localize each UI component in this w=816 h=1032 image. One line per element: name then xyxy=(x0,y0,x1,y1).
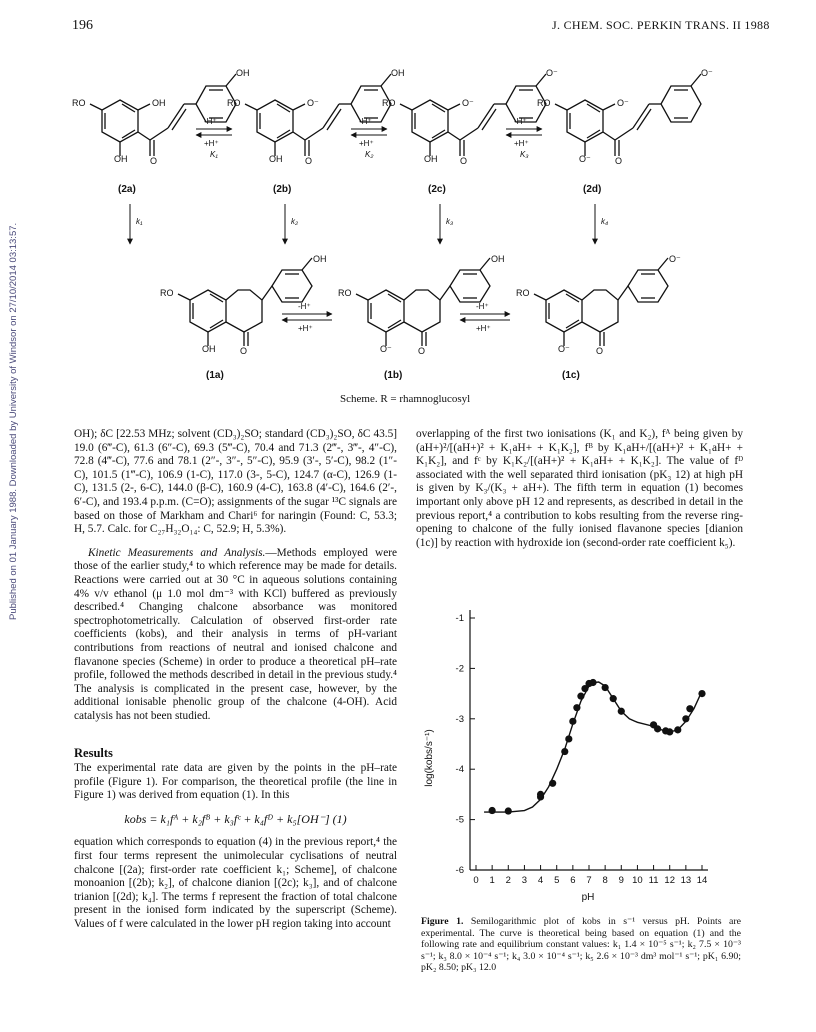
k1-label: K₁ xyxy=(210,150,218,159)
oh-label: OH xyxy=(152,98,166,108)
oh-label: OH xyxy=(114,154,128,164)
flavanone-1c-structure xyxy=(534,258,668,346)
ominus-label: O⁻ xyxy=(307,98,319,108)
results-paragraph: The experimental rate data are given by the points in the pH–rate profile (Figure 1). For comparison, the theoretical profile (the line in Figure 1) was derived from equation (1). In this xyxy=(74,762,397,802)
journal-header: J. CHEM. SOC. PERKIN TRANS. II 1988 xyxy=(552,18,770,32)
equation-1: kobs = k₁fᴬ + k₂fᴮ + k₃fᶜ + k₄fᴰ + k₅[OH⁻] (1) xyxy=(124,811,347,826)
x-tick-label: 6 xyxy=(570,875,576,886)
theoretical-curve xyxy=(484,682,702,812)
reaction-scheme xyxy=(70,56,750,388)
oh-label: OH xyxy=(491,254,505,264)
ominus-label: O⁻ xyxy=(579,154,591,164)
x-tick-label: 9 xyxy=(618,875,624,886)
plus-h-label: +H⁺ xyxy=(476,324,491,333)
data-point xyxy=(686,705,693,712)
oh-label: OH xyxy=(391,68,405,78)
right-column xyxy=(416,428,743,554)
kinetic-body: —Methods employed were those of the earlier study,⁴ to which reference may be made for details. Reactions were carried out at 30 °C in aqueous solutions containing 4% v/v ethanol (μ 1.0 mol dm⁻³ with KCl) buffered as previously described.⁴ Changing chalcone absorbance was monitored spectrophotometrically. Calculation of observed first-order rate coefficients (kobs), and their analysis in terms of pH-variant contributions from reactions of neutral and ionised chalcone and flavanone species (Scheme) in order to produce a theoretical pH–rate profile, followed the methods described in detail in the previous study.⁴ The analysis is complicated in the present case, however, by the additional ionisable phenolic group of the chalcone (4-OH). Acid catalysis has not been studied. xyxy=(74,546,397,722)
data-point xyxy=(654,725,661,732)
page-number: 196 xyxy=(72,18,93,33)
compound-label-2c: (2c) xyxy=(428,184,446,195)
compound-label-2d: (2d) xyxy=(583,184,602,195)
ominus-label: O⁻ xyxy=(380,344,392,354)
ominus-label: O⁻ xyxy=(462,98,474,108)
y-tick-label: -2 xyxy=(455,663,464,675)
minus-h-label: -H⁺ xyxy=(514,117,527,126)
chalcone-2d-structure xyxy=(555,74,701,156)
plus-h-label: +H⁺ xyxy=(204,139,219,148)
data-point xyxy=(537,791,544,798)
oh-label: OH xyxy=(236,68,250,78)
minus-h-label: -H⁺ xyxy=(204,117,217,126)
scheme-caption-text: Scheme. R = rhamnoglucosyl xyxy=(340,393,471,405)
compound-label-2b: (2b) xyxy=(273,184,292,195)
data-point xyxy=(561,748,568,755)
plus-h-label: +H⁺ xyxy=(298,324,313,333)
y-tick-label: -1 xyxy=(455,613,464,624)
x-tick-label: 4 xyxy=(537,875,544,886)
compound-label-1b: (1b) xyxy=(384,370,403,381)
data-point xyxy=(589,679,596,686)
ro-label: RO xyxy=(537,98,551,108)
plus-h-label: +H⁺ xyxy=(514,139,529,148)
figure-1-chart xyxy=(418,598,718,910)
nmr-paragraph: OH); δC [22.53 MHz; solvent (CD₃)₂SO; standard (CD₃)₂SO, δC 43.5] 19.0 (6‴-C), 61.3 (6″-C), 69.3 (5‴-C), 70.4 and 71.3 (2‴-, 3‴-, 4″-C), 72.8 (4‴-C), 77.6 and 78.1 (2″-, 3″-, 5″-C), 95.9 (3′-, 5′-C), 98.2 (1″-C), 101.5 (1‴-C), 106.9 (1-C), 117.0 (3-, 5-C), 124.7 (α-C), 126.9 (1-C), 131.5 (2-, 6-C), 144.0 (β-C), 160.9 (4-C), 163.8 (4′-C), 164.6 (2′-, 6′-C), and 193.4 p.p.m. (C=O); assignments of the sugar ¹³C signals are based on those of Markham and Chari⁶ for naringin (Found: C, 53.3; H, 5.7. Calc. for C₂₇H₃₂O₁₄: C, 52.9; H, 5.3%). xyxy=(74,428,397,536)
compound-label-2a: (2a) xyxy=(118,184,136,195)
k2-label: K₂ xyxy=(365,150,374,159)
x-tick-label: 10 xyxy=(632,875,643,886)
k3-label: K₃ xyxy=(520,150,529,159)
data-point xyxy=(577,693,584,700)
x-tick-label: 11 xyxy=(648,875,659,886)
minus-h-label: -H⁺ xyxy=(359,117,372,126)
y-tick-label: -4 xyxy=(455,764,464,776)
download-watermark xyxy=(6,100,24,620)
ro-label: RO xyxy=(160,288,174,298)
data-point xyxy=(602,684,609,691)
ominus-label: O⁻ xyxy=(546,68,558,78)
ionisation-paragraph: overlapping of the first two ionisations (K₁ and K₂), fᴬ being given by (aH+)²/[(aH+)² + K₁aH+ + K₁K₂], fᴮ by K₁aH+/[(aH+)² + K₁aH+ + K₁K₂], and fᶜ by K₁K₂/[(aH+)² + K₁aH+ + K₁K₂]. The value of fᴰ associated with the well separated third ionisation (pK₃ 12) at high pH is given by K₃/(K₃ + aH+). The fifth term in equation (1) becomes important only above pH 12 and represents, as described in detail in the previous report,⁴ a contribution to kobs resulting from the reverse ring-opening to chalcone of the fully ionised flavanone species [dianion (1c)] by reaction with hydroxide ion (second-order rate coefficient k₅). xyxy=(416,428,743,549)
data-point xyxy=(618,708,625,715)
minus-h-label: -H⁺ xyxy=(476,302,489,311)
x-tick-label: 1 xyxy=(489,875,495,886)
oh-label: OH xyxy=(424,154,438,164)
ominus-label: O⁻ xyxy=(701,68,713,78)
ominus-label: O⁻ xyxy=(558,344,570,354)
data-point xyxy=(674,726,681,733)
y-tick-label: -6 xyxy=(455,865,464,876)
y-axis-label: log(kobs/s⁻¹) xyxy=(424,729,435,787)
y-tick-label: -3 xyxy=(455,713,464,725)
data-point xyxy=(666,728,673,735)
data-point xyxy=(698,690,705,697)
kinetic-heading: Kinetic Measurements and Analysis. xyxy=(88,546,266,559)
o-label: O xyxy=(596,346,604,356)
x-tick-label: 0 xyxy=(473,875,479,886)
x-tick-label: 2 xyxy=(505,875,511,886)
data-point xyxy=(489,807,496,814)
x-tick-label: 3 xyxy=(521,875,528,886)
oh-label: OH xyxy=(269,154,283,164)
x-tick-label: 8 xyxy=(602,875,608,886)
download-watermark-text: Published on 01 January 1988. Downloaded by University of Windsor on 27/10/2014 03:13:57. xyxy=(8,222,19,620)
oh-label: OH xyxy=(313,254,327,264)
ro-label: RO xyxy=(338,288,352,298)
compound-label-1a: (1a) xyxy=(206,370,224,381)
ro-label: RO xyxy=(72,98,86,108)
k2-rate-label: k₂ xyxy=(291,217,299,226)
minus-h-label: -H⁺ xyxy=(298,302,311,311)
data-point xyxy=(610,695,617,702)
data-point xyxy=(505,807,512,814)
flavanone-1a-structure xyxy=(178,258,312,346)
x-tick-label: 12 xyxy=(664,875,676,886)
ro-label: RO xyxy=(516,288,530,298)
data-point xyxy=(549,780,556,787)
data-point xyxy=(569,718,576,725)
x-tick-label: 7 xyxy=(586,875,592,886)
flavanone-1b-structure xyxy=(356,258,490,346)
data-point xyxy=(573,704,580,711)
k3-rate-label: k₃ xyxy=(446,217,454,226)
o-label: O xyxy=(240,346,248,356)
k4-rate-label: k₄ xyxy=(601,217,609,226)
k1-rate-label: k₁ xyxy=(136,217,143,226)
figure-caption-label: Figure 1. xyxy=(421,916,464,927)
oh-label: OH xyxy=(202,344,216,354)
figure-caption-text: Semilogarithmic plot of kobs in s⁻¹ versus pH. Points are experimental. The curve is theoretical being based on equation (1) and the following rate and equilibrium constant values: k₁ 1.4 × 10⁻⁵ s⁻¹; k₂ 7.5 × 10⁻³ s⁻¹; k₃ 8.0 × 10⁻⁴ s⁻¹; k₄ 3.0 × 10⁻⁴ s⁻¹; k₅ 2.6 × 10⁻³ dm³ mol⁻¹ s⁻¹; pK₁ 6.90; pK₂ 8.50; pK₃ 12.0 xyxy=(421,916,742,974)
y-tick-label: -5 xyxy=(455,814,464,826)
plus-h-label: +H⁺ xyxy=(359,139,374,148)
x-axis-label: pH xyxy=(581,892,595,903)
data-point xyxy=(565,735,572,742)
o-label: O xyxy=(418,346,426,356)
ominus-label: O⁻ xyxy=(617,98,629,108)
data-point xyxy=(682,715,689,722)
x-tick-label: 13 xyxy=(680,875,692,886)
ominus-label: O⁻ xyxy=(669,254,681,264)
compound-label-1c: (1c) xyxy=(562,370,580,381)
x-tick-label: 14 xyxy=(696,875,708,886)
o-label: O xyxy=(305,156,313,166)
figure-1-caption xyxy=(421,916,741,974)
o-label: O xyxy=(150,156,158,166)
ro-label: RO xyxy=(227,98,241,108)
o-label: O xyxy=(460,156,468,166)
results-heading: Results xyxy=(74,746,113,761)
o-label: O xyxy=(615,156,623,166)
left-column xyxy=(74,428,397,936)
scheme-caption xyxy=(340,393,470,405)
equation-discussion: equation which corresponds to equation (4) in the previous report,⁴ the first four terms represent the unimolecular cyclisations of neutral chalcone [(2a); first-order rate coefficient k₁; Scheme], of chalcone monoanion [(2b); k₂], of chalcone dianion [(2c); k₃], and of chalcone trianion [(2d); k₄]. The terms f represent the fraction of total chalcone present in the ionised form indicated by the superscript (Scheme). Values of f were calculated in the lower pH region taking into account xyxy=(74,836,397,930)
kinetic-paragraph xyxy=(74,547,397,724)
ro-label: RO xyxy=(382,98,396,108)
x-tick-label: 5 xyxy=(554,875,560,886)
